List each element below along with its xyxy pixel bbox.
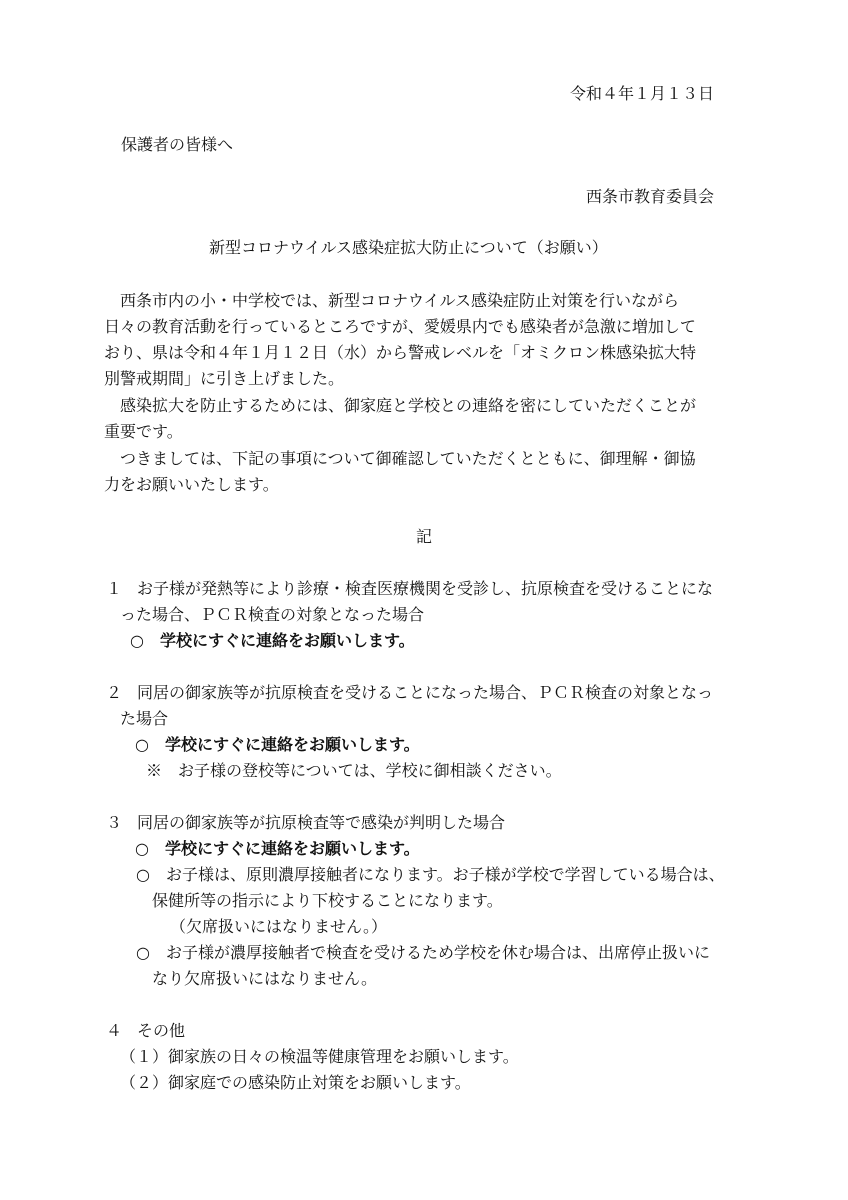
item-1-line-1: お子様が発熱等により診療・検査医療機関を受診し、抗原検査を受けることにな (137, 579, 714, 598)
item-4-number: ４ (106, 1021, 123, 1040)
item-2-number: ２ (106, 683, 123, 702)
body-paragraph-2-line-1: 感染拡大を防止するためには、御家庭と学校との連絡を密にしていただくことが (120, 396, 697, 415)
item-1-line-2: った場合、ＰＣＲ検査の対象となった場合 (120, 605, 425, 624)
body-paragraph-1-line-2: 日々の教育活動を行っているところですが、愛媛県内でも感染者が急激に増加して (104, 317, 696, 336)
item-3-bullet-1-line-2: 保健所等の指示により下校することになります。 (152, 891, 503, 910)
item-4-title: その他 (137, 1021, 186, 1040)
ki-heading: 記 (416, 527, 433, 546)
item-3-line-1: 同居の御家族等が抗原検査等で感染が判明した場合 (137, 813, 506, 832)
item-3-bullet-2-line-1: ○ お子様が濃厚接触者で検査を受けるため学校を休む場合は、出席停止扱いに (136, 943, 710, 962)
item-4-sub-2: （２）御家庭での感染防止対策をお願いします。 (120, 1073, 471, 1092)
item-2-action: ○ 学校にすぐに連絡をお願いします。 (135, 735, 420, 754)
document-title: 新型コロナウイルス感染症拡大防止について（お願い） (209, 238, 608, 257)
item-2-note: ※ お子様の登校等については、学校に御相談ください。 (146, 761, 562, 780)
item-3-number: ３ (106, 813, 123, 832)
body-paragraph-1-line-3: おり、県は令和４年１月１２日（水）から警戒レベルを「オミクロン株感染拡大特 (104, 343, 697, 362)
body-paragraph-3-line-1: つきましては、下記の事項について御確認していただくとともに、御理解・御協 (120, 449, 696, 468)
recipient-line: 保護者の皆様へ (121, 135, 234, 154)
item-4-sub-1: （１）御家族の日々の検温等健康管理をお願いします。 (120, 1047, 519, 1066)
item-3-bullet-1-line-3: （欠席扱いにはなりません。） (170, 917, 387, 936)
body-paragraph-2-line-2: 重要です。 (104, 422, 183, 441)
body-paragraph-3-line-2: 力をお願いいたします。 (104, 475, 279, 494)
item-2-line-2: た場合 (120, 709, 169, 728)
item-3-action: ○ 学校にすぐに連絡をお願いします。 (135, 839, 420, 858)
item-3-bullet-1-line-1: ○ お子様は、原則濃厚接触者になります。お子様が学校で学習している場合は、 (136, 865, 725, 884)
sender-line: 西条市教育委員会 (585, 187, 714, 206)
body-paragraph-1-line-1: 西条市内の小・中学校では、新型コロナウイルス感染症防止対策を行いながら (120, 291, 680, 310)
item-2-line-1: 同居の御家族等が抗原検査を受けることになった場合、ＰＣＲ検査の対象となっ (137, 683, 714, 702)
item-1-number: １ (106, 579, 123, 598)
document-date: 令和４年１月１３日 (569, 84, 714, 103)
body-paragraph-1-line-4: 別警戒期間」に引き上げました。 (104, 369, 345, 388)
item-1-action: ○ 学校にすぐに連絡をお願いします。 (130, 631, 415, 650)
item-3-bullet-2-line-2: なり欠席扱いにはなりません。 (152, 969, 377, 988)
